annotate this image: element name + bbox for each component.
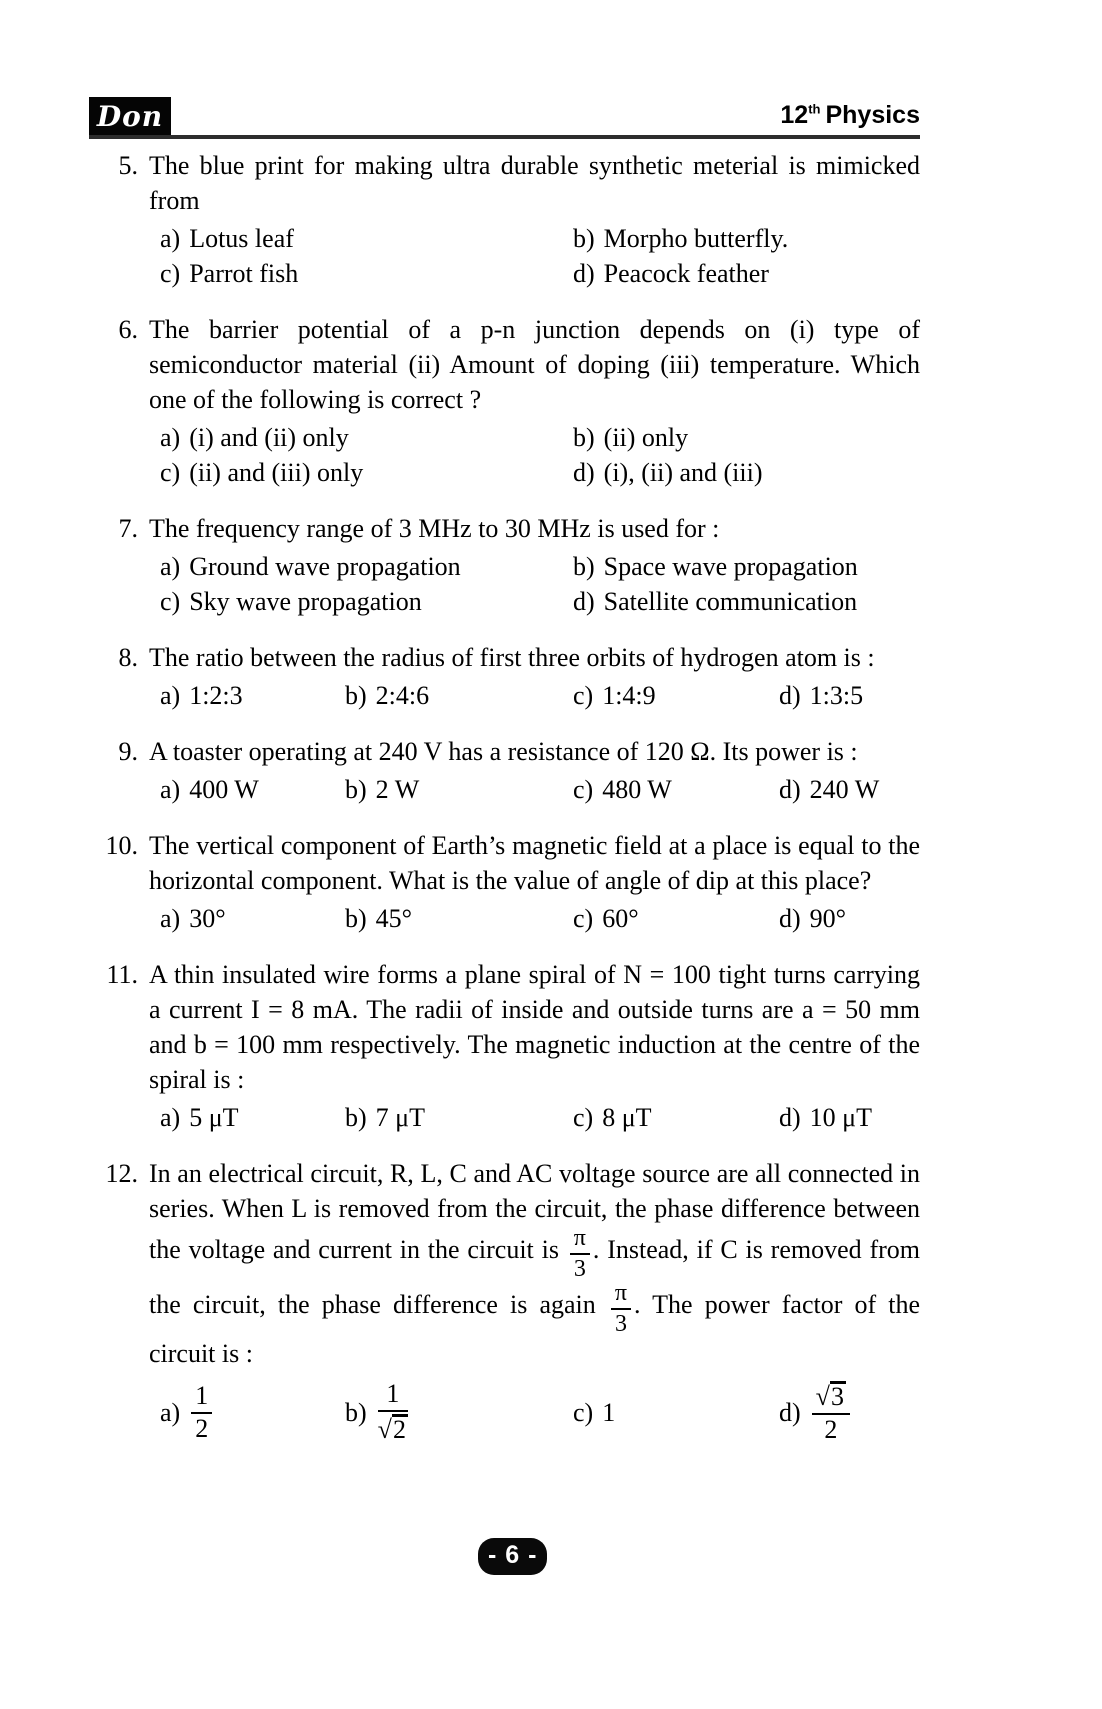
option-d: d) 1:3:5 [779,681,864,710]
question-text: A thin insulated wire forms a plane spiral of N = 100 tight turns carrying a current I = 8 mA. The radii of inside and outside turns are a = 50 mm and b = 100 mm respectively. The magnetic induction at the centre of the spiral is : [149,960,920,1094]
subject-name: Physics [825,101,920,129]
question-6 [89,312,920,490]
option-d: d) 90° [779,904,847,933]
subject-title [780,101,920,135]
page-content [89,95,920,1443]
question-text: The ratio between the radius of first three orbits of hydrogen atom is : [149,643,875,672]
question-number: 6. [118,315,138,344]
options-grid [149,772,920,807]
question-7 [89,511,920,619]
page-header [89,95,920,139]
options-grid [149,549,920,619]
option-a: a) 30° [160,904,226,933]
question-text: The vertical component of Earth’s magnetic field at a place is equal to the horizontal component. What is the value of angle of dip at this place? [149,831,920,895]
option-b: b) 45° [345,904,413,933]
subject-grade-suffix: th [808,101,821,117]
question-text: The frequency range of 3 MHz to 30 MHz is used for : [149,514,720,543]
option-b: b) (ii) only [573,423,689,452]
option-a: a) 5 μT [160,1103,239,1132]
option-a: a) (i) and (ii) only [160,423,349,452]
radical-sign: √ [815,1382,830,1411]
don-logo: Don [89,97,171,135]
page-number-badge: - 6 - [478,1538,547,1575]
question-8 [89,640,920,713]
option-c: c) 1 [573,1397,616,1427]
option-a: a) 400 W [160,775,259,804]
question-10 [89,828,920,936]
question-number: 12. [105,1159,138,1188]
fraction-pi-over-3: $\frac{\pi}{3}$ [570,1226,590,1281]
radical-sign: √ [377,1415,392,1444]
option-c: c) Parrot fish [160,259,299,288]
question-number: 8. [118,643,138,672]
option-b: b) 2 W [345,775,420,804]
question-9 [89,734,920,807]
options-grid [149,1381,920,1443]
question-number: 11. [106,960,138,989]
option-c: c) 8 μT [573,1103,652,1132]
option-c: c) 1:4:9 [573,681,656,710]
option-a: a) Ground wave propagation [160,552,461,581]
option-a: a) $\frac{1}{2}$ [160,1381,345,1443]
option-c: c) (ii) and (iii) only [160,458,364,487]
option-b: b) 7 μT [345,1103,425,1132]
fraction-one-half: $\frac{1}{2}$ [191,1383,212,1442]
fraction-one-over-sqrt-2: $\frac{1}{√2}$ [377,1379,406,1444]
option-d: d) 240 W [779,775,880,804]
question-number: 10. [105,831,138,860]
question-text: In an electrical circuit, R, L, C and AC voltage source are all connected in series. When L is removed from the circuit, the phase difference between the voltage and current in the circuit is $\frac{\pi}{3}$ . Instead, if C is removed from the circuit, the phase difference is again $\frac{\pi}{3}$ . The power factor of the circuit is : [149,1159,921,1368]
question-number: 7. [118,514,138,543]
option-c: c) 60° [573,904,639,933]
subject-grade: 12 [780,101,809,129]
option-a: a) 1:2:3 [160,681,243,710]
option-a: a) Lotus leaf [160,224,294,253]
option-b: b) 2:4:6 [345,681,430,710]
option-b: b) Space wave propagation [573,552,858,581]
option-b: b) Morpho butterfly. [573,224,789,253]
fraction-pi-over-3: $\frac{\pi}{3}$ [611,1281,631,1336]
fraction-sqrt-3-over-2: $\frac{√3}{2}$ [812,1381,850,1443]
option-c: c) Sky wave propagation [160,587,422,616]
option-b: b) $\frac{1}{√2}$ [345,1379,406,1444]
option-d: d) Satellite communication [573,587,858,616]
question-11 [89,957,920,1135]
question-number: 5. [118,151,138,180]
option-d: d) Peacock feather [573,259,769,288]
option-c: c) 480 W [573,775,672,804]
question-text: The blue print for making ultra durable synthetic meterial is mimicked from [149,151,920,215]
question-text: A toaster operating at 240 V has a resistance of 120 Ω. Its power is : [149,737,858,766]
options-grid [149,1100,920,1135]
options-grid [149,678,920,713]
options-grid [149,901,920,936]
question-number: 9. [118,737,138,766]
options-grid [149,221,920,291]
question-5 [89,148,920,291]
options-grid [149,420,920,490]
option-d: d) (i), (ii) and (iii) [573,458,763,487]
option-d: d) 10 μT [779,1103,872,1132]
option-d: d) $\frac{√3}{2}$ [779,1381,920,1443]
question-12 [89,1156,920,1443]
question-text: The barrier potential of a p-n junction depends on (i) type of semiconductor material (ii) Amount of doping (iii) temperature. Which one of the following is correct ? [149,315,920,414]
